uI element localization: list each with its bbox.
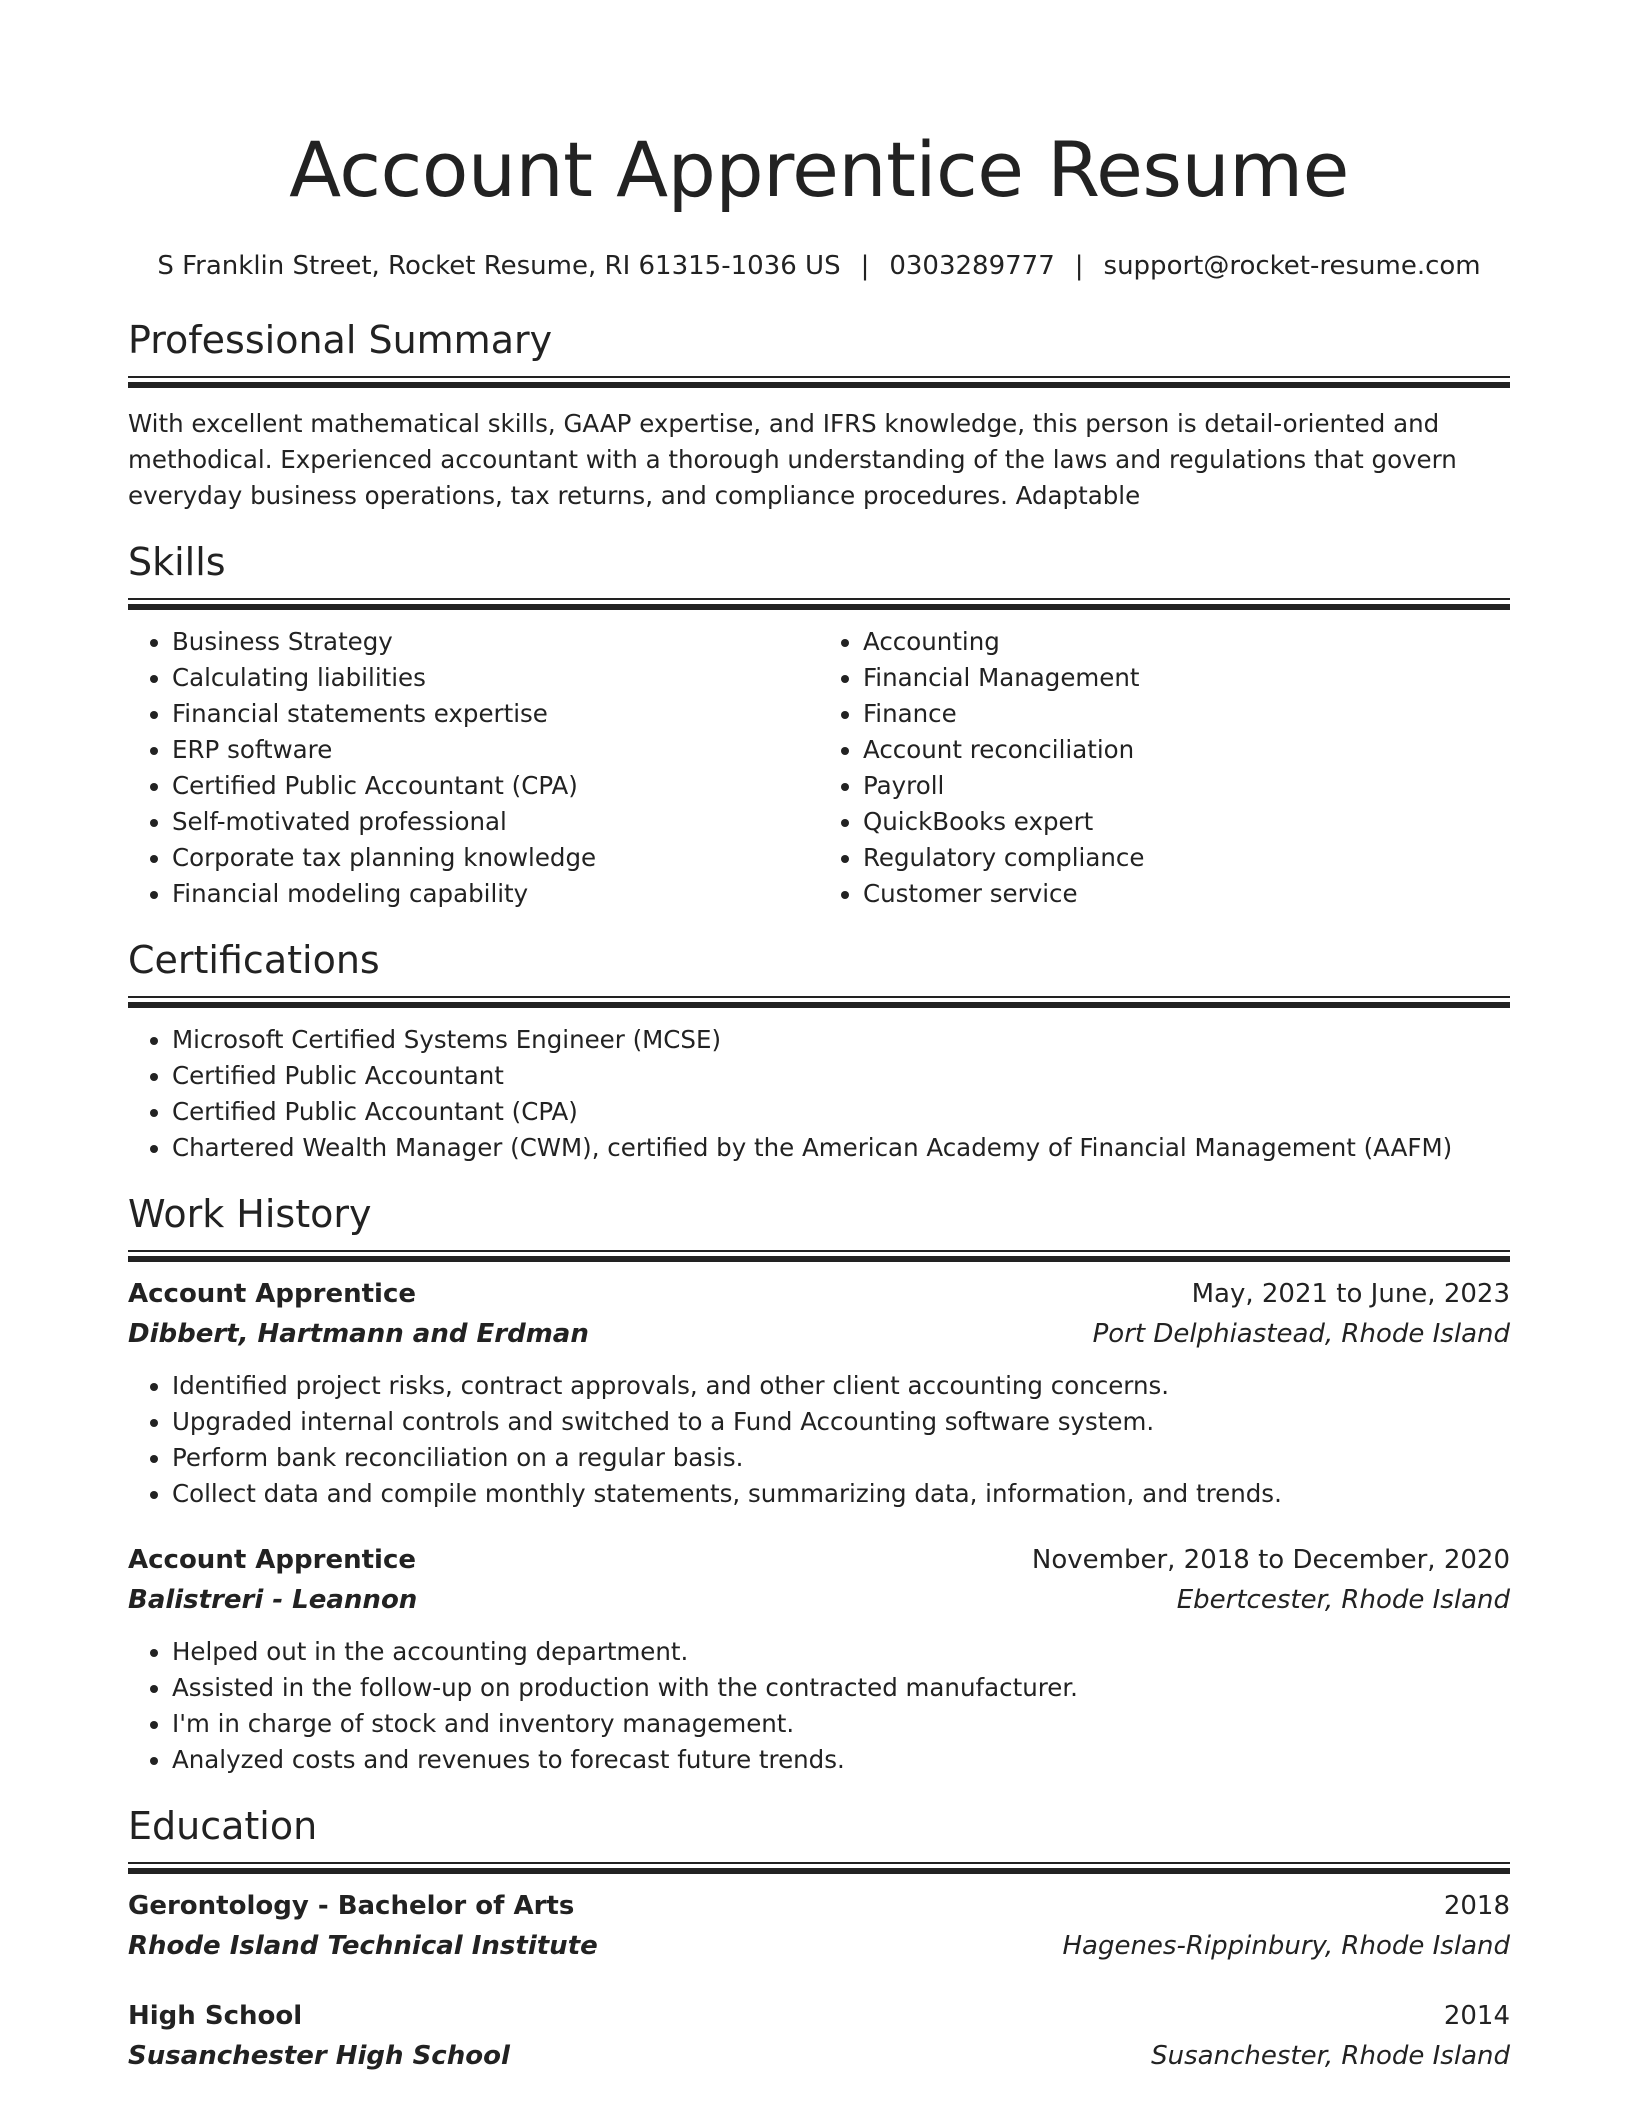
education-header-row <box>128 1886 1510 1926</box>
section-divider <box>128 996 1510 1008</box>
skill-item: • Payroll <box>863 768 1510 804</box>
skill-item: • Corporate tax planning knowledge <box>172 840 819 876</box>
certification-item: • Certified Public Accountant (CPA) <box>172 1094 1510 1130</box>
job-location: Port Delphiastead, Rhode Island <box>1092 1319 1510 1349</box>
job-company: Balistreri - Leannon <box>128 1585 418 1615</box>
education-degree: High School <box>128 2001 303 2031</box>
education-entry <box>128 1996 1510 2076</box>
education-location: Susanchester, Rhode Island <box>1151 2041 1510 2071</box>
education-location: Hagenes-Rippinbury, Rhode Island <box>1062 1931 1510 1961</box>
skill-item: • Regulatory compliance <box>863 840 1510 876</box>
skill-item: • Finance <box>863 696 1510 732</box>
work-history-heading: Work History <box>128 1192 372 1236</box>
education-degree: Gerontology - Bachelor of Arts <box>128 1891 575 1921</box>
skills-list-left <box>128 624 819 912</box>
job-bullets <box>128 1368 1510 1512</box>
certification-item: • Certified Public Accountant <box>172 1058 1510 1094</box>
contact-email: support@rocket-resume.com <box>1103 251 1481 281</box>
skill-item: • Customer service <box>863 876 1510 912</box>
job-bullets <box>128 1634 1510 1778</box>
education-heading: Education <box>128 1804 318 1848</box>
certification-item: • Microsoft Certified Systems Engineer (MCSE) <box>172 1022 1510 1058</box>
job-bullet: • I'm in charge of stock and inventory management. <box>172 1706 1510 1742</box>
skills-list-right <box>819 624 1510 912</box>
skill-item: • Calculating liabilities <box>172 660 819 696</box>
skill-item: • Financial Management <box>863 660 1510 696</box>
certifications-heading: Certifications <box>128 938 380 982</box>
contact-separator: | <box>860 251 870 281</box>
education-header-row <box>128 1996 1510 2036</box>
job-location: Ebertcester, Rhode Island <box>1176 1585 1510 1615</box>
skill-item: • Financial statements expertise <box>172 696 819 732</box>
job-header-row <box>128 1274 1510 1314</box>
certification-item: • Chartered Wealth Manager (CWM), certified by the American Academy of Financial Management (AAFM) <box>172 1130 1510 1166</box>
skill-item: • Certified Public Accountant (CPA) <box>172 768 819 804</box>
job-bullet: • Upgraded internal controls and switched to a Fund Accounting software system. <box>172 1404 1510 1440</box>
education-school: Susanchester High School <box>128 2041 510 2071</box>
education-year: 2014 <box>1443 2001 1510 2031</box>
job-entry <box>128 1274 1510 1512</box>
skill-item: • Self-motivated professional <box>172 804 819 840</box>
job-title: Account Apprentice <box>128 1279 417 1309</box>
section-divider <box>128 598 1510 610</box>
summary-text: With excellent mathematical skills, GAAP expertise, and IFRS knowledge, this person is detail-oriented and methodical. Experienced accountant with a thorough understanding of the laws and regulations that govern everyday business operations, tax returns, and compliance procedures. Adaptable <box>128 409 1457 510</box>
job-bullet: • Analyzed costs and revenues to forecast future trends. <box>172 1742 1510 1778</box>
skills-heading: Skills <box>128 540 226 584</box>
education-school-row <box>128 2036 1510 2076</box>
job-bullet: • Perform bank reconciliation on a regular basis. <box>172 1440 1510 1476</box>
education-section <box>128 1800 1510 2076</box>
skill-item: • QuickBooks expert <box>863 804 1510 840</box>
contact-address: S Franklin Street, Rocket Resume, RI 61315-1036 US <box>157 251 841 281</box>
summary-section <box>128 314 1510 514</box>
resume-title: Account Apprentice Resume <box>289 125 1349 214</box>
skill-item: • Accounting <box>863 624 1510 660</box>
job-company-row <box>128 1580 1510 1620</box>
education-school: Rhode Island Technical Institute <box>128 1931 598 1961</box>
section-divider <box>128 1862 1510 1874</box>
job-bullet: • Collect data and compile monthly statements, summarizing data, information, and trends. <box>172 1476 1510 1512</box>
job-dates: May, 2021 to June, 2023 <box>1191 1279 1510 1309</box>
job-company: Dibbert, Hartmann and Erdman <box>128 1319 589 1349</box>
section-divider <box>128 1250 1510 1262</box>
education-year: 2018 <box>1443 1891 1510 1921</box>
work-history-section <box>128 1188 1510 1778</box>
job-title: Account Apprentice <box>128 1545 417 1575</box>
job-header-row <box>128 1540 1510 1580</box>
skill-item: • Account reconciliation <box>863 732 1510 768</box>
job-entry <box>128 1540 1510 1778</box>
education-school-row <box>128 1926 1510 1966</box>
resume-page <box>128 0 1510 2076</box>
skill-item: • Financial modeling capability <box>172 876 819 912</box>
job-bullet: • Helped out in the accounting department. <box>172 1634 1510 1670</box>
skills-section <box>128 536 1510 912</box>
certifications-section <box>128 934 1510 1166</box>
summary-heading: Professional Summary <box>128 318 553 362</box>
contact-line <box>128 248 1510 284</box>
certifications-list <box>128 1022 1510 1166</box>
job-dates: November, 2018 to December, 2020 <box>1031 1545 1510 1575</box>
skill-item: • ERP software <box>172 732 819 768</box>
education-entry <box>128 1886 1510 1966</box>
skills-columns <box>128 624 1510 912</box>
job-company-row <box>128 1314 1510 1354</box>
job-bullet: • Assisted in the follow-up on production with the contracted manufacturer. <box>172 1670 1510 1706</box>
contact-separator: | <box>1074 251 1084 281</box>
job-bullet: • Identified project risks, contract approvals, and other client accounting concerns. <box>172 1368 1510 1404</box>
contact-phone: 0303289777 <box>889 251 1055 281</box>
section-divider <box>128 376 1510 388</box>
skill-item: • Business Strategy <box>172 624 819 660</box>
